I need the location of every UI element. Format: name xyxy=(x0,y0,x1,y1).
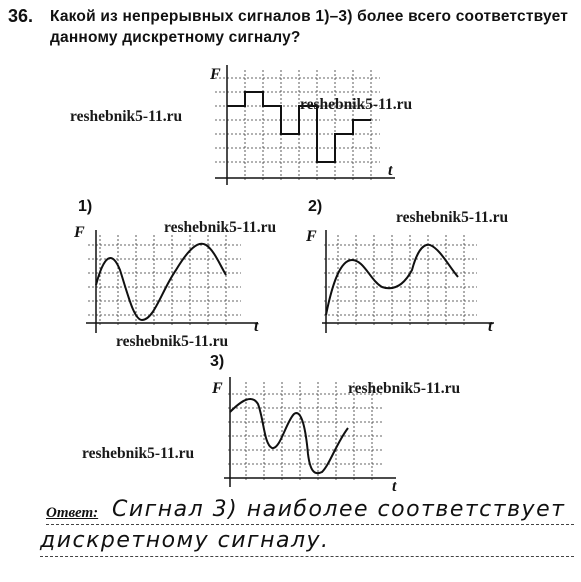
option-1-axis-t: t xyxy=(254,318,259,335)
option-2-axis-t: t xyxy=(488,318,493,335)
discrete-signal-svg xyxy=(205,60,405,185)
watermark-7: reshebnik5-11.ru xyxy=(82,445,195,462)
answer-line-1: Сигнал 3) наиболее соответствует xyxy=(112,497,566,522)
answer-label: Ответ: xyxy=(46,505,99,521)
answer-underline-2 xyxy=(40,556,574,557)
option-3-axis-f: F xyxy=(212,380,223,397)
option-1-plot xyxy=(76,225,266,340)
discrete-signal-plot xyxy=(205,60,405,185)
watermark-3: reshebnik5-11.ru xyxy=(164,219,277,236)
axis-f-label: F xyxy=(210,66,221,83)
answer-underline-1 xyxy=(46,524,574,525)
option-1-label: 1) xyxy=(78,198,93,215)
option-2-svg xyxy=(312,225,502,340)
watermark-4: reshebnik5-11.ru xyxy=(396,209,509,226)
question-number: 36. xyxy=(8,6,34,26)
option-2-axis-f: F xyxy=(306,228,317,245)
option-1-svg xyxy=(76,225,266,340)
option-2-plot xyxy=(312,225,502,340)
question-text: Какой из непрерывных сигналов 1)–3) более всего соответствует данному дискретному сигналу? xyxy=(50,8,569,46)
axis-t-label: t xyxy=(388,162,393,179)
watermark-2: reshebnik5-11.ru xyxy=(300,96,413,113)
option-1-axis-f: F xyxy=(74,224,85,241)
option-3-label: 3) xyxy=(210,353,225,370)
option-2-label: 2) xyxy=(308,198,323,215)
answer-line-2: дискретному сигналу. xyxy=(40,528,330,553)
watermark-5: reshebnik5-11.ru xyxy=(116,333,229,350)
watermark-6: reshebnik5-11.ru xyxy=(348,380,461,397)
option-3-axis-t: t xyxy=(392,478,397,495)
watermark-1: reshebnik5-11.ru xyxy=(70,108,183,125)
